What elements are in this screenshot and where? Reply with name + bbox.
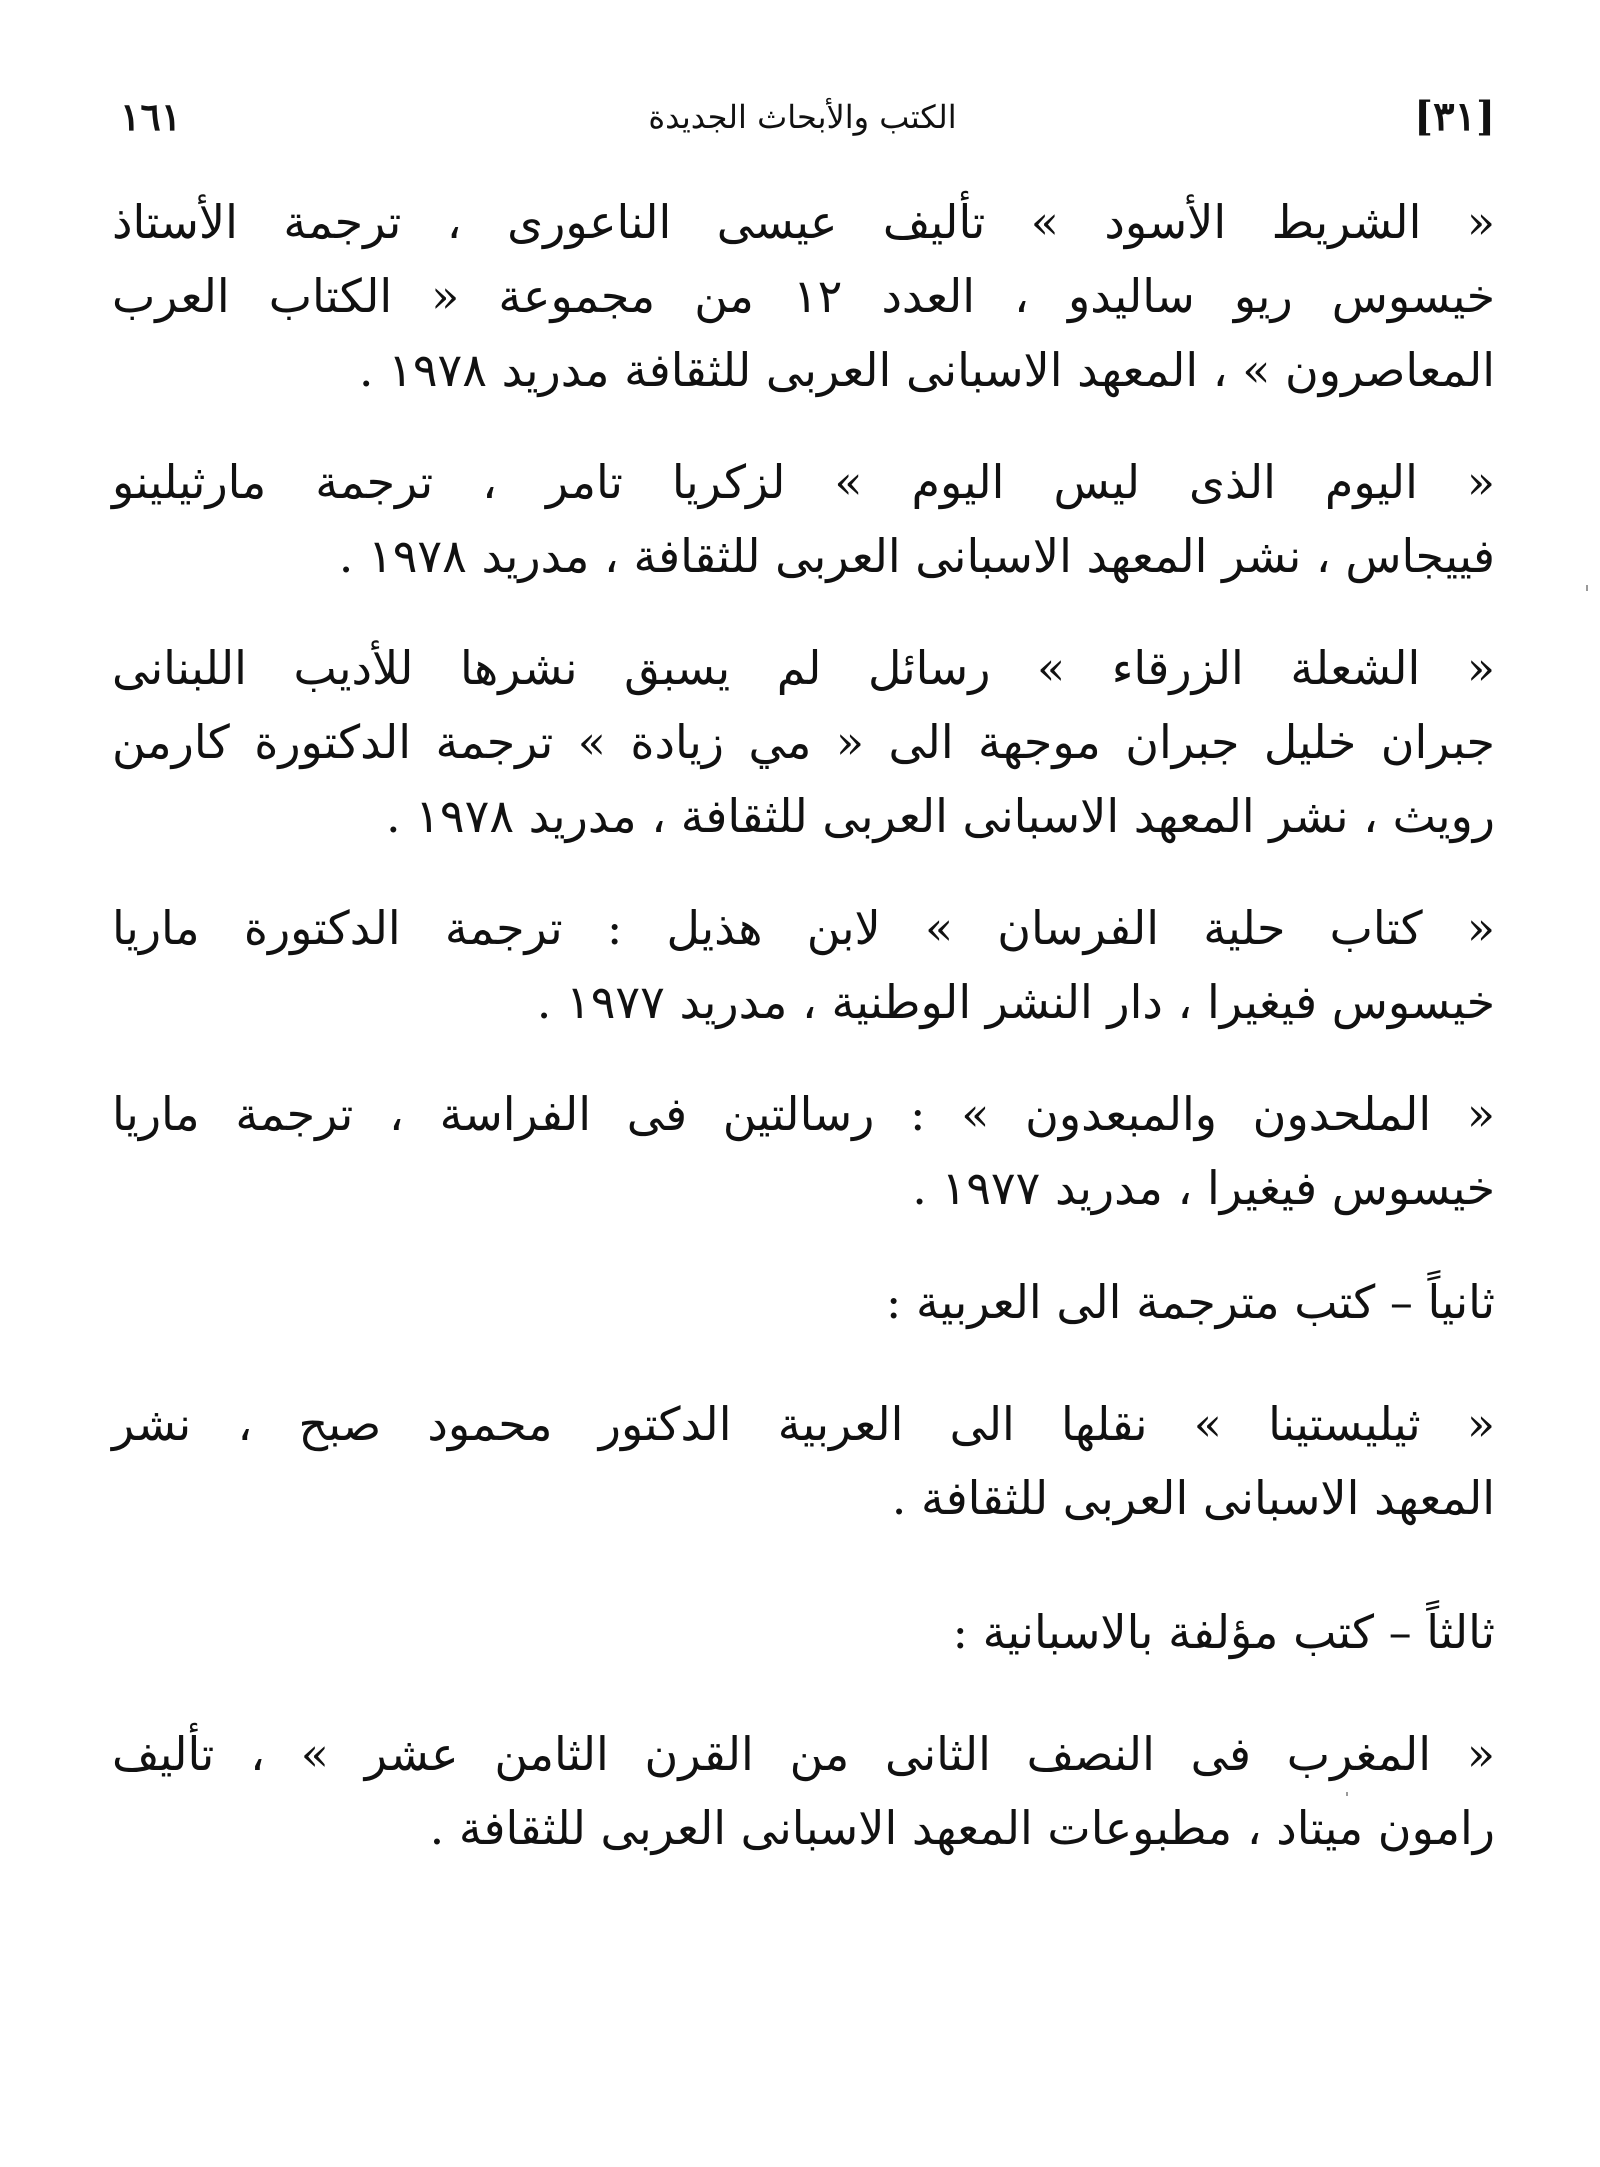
entry-line: رويث ، نشر المعهد الاسبانى العربى للثقافة ، مدريد ١٩٧٨ . [385,789,1495,843]
page-number: ١٦١ [120,94,182,139]
bibliography-entry-3 [112,631,1495,853]
page-body [112,185,1495,1903]
bibliography-entry-2 [112,445,1495,593]
page-header [110,82,1495,152]
section-number: [٣١] [1414,93,1495,140]
running-title: الكتب والأبحاث الجديدة [648,98,957,136]
entry-line: « الشعلة الزرقاء » رسائل لم يسبق نشرها للأديب اللبنانى [112,641,1495,695]
bibliography-entry-6 [112,1387,1495,1535]
section-heading-authored-in-spanish: ثالثاً – كتب مؤلفة بالاسبانية : [952,1605,1495,1659]
entry-line: « الشريط الأسود » تأليف عيسى الناعورى ، ترجمة الأستاذ [112,195,1495,249]
bibliography-entry-5 [112,1077,1495,1225]
entry-line: خيسوس ريو ساليدو ، العدد ١٢ من مجموعة « الكتاب العرب [112,269,1495,323]
entry-line: « اليوم الذى ليس اليوم » لزكريا تامر ، ترجمة مارثيلينو [112,455,1495,509]
entry-line: جبران خليل جبران موجهة الى « مي زيادة » ترجمة الدكتورة كارمن [112,715,1495,769]
entry-line: المعهد الاسبانى العربى للثقافة . [891,1471,1495,1525]
bibliography-entry-1 [112,185,1495,407]
entry-line: خيسوس فيغيرا ، مدريد ١٩٧٧ . [912,1161,1495,1215]
entry-line: المعاصرون » ، المعهد الاسبانى العربى للثقافة مدريد ١٩٧٨ . [358,343,1495,397]
entry-line: « الملحدون والمبعدون » : رسالتين فى الفراسة ، ترجمة ماريا [112,1087,1495,1141]
entry-line: خيسوس فيغيرا ، دار النشر الوطنية ، مدريد ١٩٧٧ . [536,975,1495,1029]
entry-line: فييجاس ، نشر المعهد الاسبانى العربى للثقافة ، مدريد ١٩٧٨ . [338,529,1495,583]
bibliography-entry-7 [112,1717,1495,1865]
scan-speck [1346,1792,1348,1796]
scan-speck [1586,585,1588,591]
entry-line: « كتاب حلية الفرسان » لابن هذيل : ترجمة الدكتورة ماريا [112,901,1495,955]
section-heading-translated-to-arabic: ثانياً – كتب مترجمة الى العربية : [885,1275,1495,1329]
entry-line: « المغرب فى النصف الثانى من القرن الثامن عشر » ، تأليف [112,1727,1495,1781]
bibliography-entry-4 [112,891,1495,1039]
entry-line: « ثيليستينا » نقلها الى العربية الدكتور محمود صبح ، نشر [112,1397,1495,1451]
entry-line: رامون ميتاد ، مطبوعات المعهد الاسبانى العربى للثقافة . [429,1801,1495,1855]
